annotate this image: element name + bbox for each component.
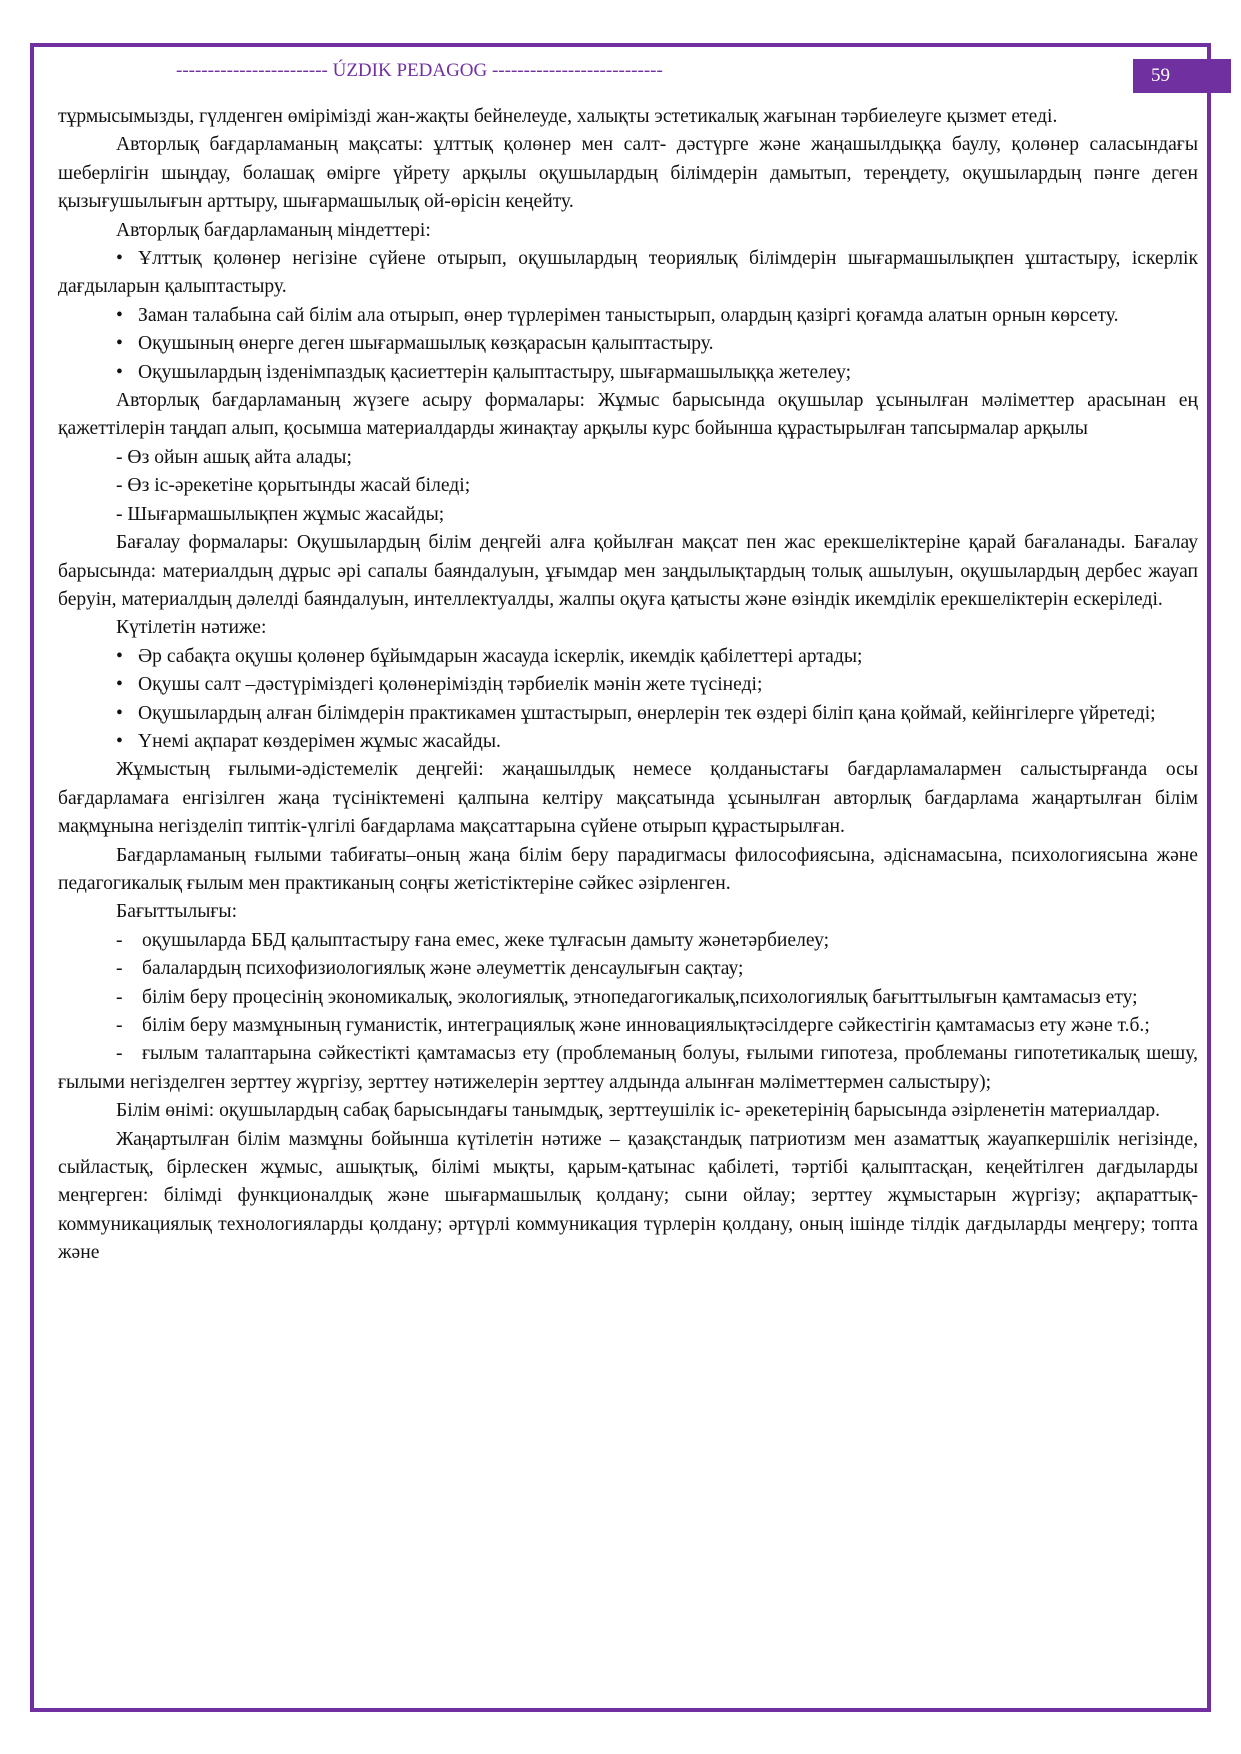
dash-icon: - xyxy=(116,986,123,1008)
paragraph-assessment-forms: Бағалау формалары: Оқушылардың білім деңгейі алға қойылған мақсат пен жас ерекшеліктеріне қарай бағаланады. Бағалау барысында: материалдың дұрыс әрі сапалы баяндалуын, ұғымдар мен заңдылықтардың толық ашылуын, оқушылардың дербес жауап беруін, материалдың дәлелді баяндалуын, интеллектуалды, жалпы оқуға қатысты және өзіндік икемділік ерекшеліктерін ескеріледі. xyxy=(58,532,1198,610)
dash-icon: - xyxy=(116,929,123,951)
dash-icon: - xyxy=(116,958,123,980)
direction-list-item: - ғылым талаптарына сәйкестікті қамтамасыз ету (проблеманың болуы, ғылыми гипотеза, проблеманы гипотетикалық шешу, ғылыми негізделген зерттеу жүргізу, зерттеу нәтижелерін зерттеу алдында алынған мәліметтермен салыстыру); xyxy=(58,1040,1198,1097)
paragraph-education-product: Білім өнімі: оқушылардың сабақ барысындағы танымдық, зерттеушілік іс- әрекетерінің барысында әзірленетін материалдар. xyxy=(116,1100,1161,1122)
bullet-icon: • xyxy=(116,730,123,752)
paragraph-updated-content-result: Жаңартылған білім мазмұны бойынша күтілетін нәтиже – қазақстандық патриотизм мен азаматтық жауапкершілік негізінде, сыйластық, бірлескен жұмыс, ашықтық, білімі мықты, қарым-қатынас қабілеті, тәртібі қалыптасқан, кеңейтілген дағдыларды меңгерген: білімді функционалдық және шығармашылық қолдану; сыни ойлау; зерттеу жұмыстарын жүргізу; ақпараттық-коммуникациялық технологияларды қолдану; әртүрлі коммуникация түрлерін қолдану, оның ішінде тілдік дағдыларды меңгеру; топта және xyxy=(58,1128,1198,1264)
direction-list-item: - оқушыларда ББД қалыптастыру ғана емес, жеке тұлғасын дамыту жәнетәрбиелеу; xyxy=(58,927,1198,955)
dash-icon: - xyxy=(116,1015,123,1036)
result-list-item: • Үнемі ақпарат көздерімен жұмыс жасайды. xyxy=(58,728,1198,756)
paragraph-program-tasks-heading: Авторлық бағдарламаның міндеттері: xyxy=(116,219,431,241)
direction-list-item: - білім беру процесінің экономикалық, экологиялық, этнопедагогикалық,психологиялық бағыттылығын қамтамасыз ету; xyxy=(58,984,1198,1012)
bullet-icon: • xyxy=(116,674,123,696)
paragraph-scientific-nature: Бағдарламаның ғылыми табиғаты–оның жаңа білім беру парадигмасы философиясына, әдіснамасына, психологиясына және педагогикалық ғылым мен практиканың соңғы жетістіктеріне сәйкес әзірленген. xyxy=(58,844,1198,894)
bullet-icon: • xyxy=(116,645,123,667)
form-list-item: - Шығармашылықпен жұмыс жасайды; xyxy=(116,503,445,525)
result-list-item: • Оқушы салт –дәстүріміздегі қолөнеріміздің тәрбиелік мәнін жете түсінеді; xyxy=(58,671,1198,699)
bullet-icon: • xyxy=(116,304,123,326)
paragraph-expected-result-heading: Күтілетін нәтиже: xyxy=(116,617,267,639)
task-list-item: • Оқушының өнерге деген шығармашылық көзқарасын қалыптастыру. xyxy=(58,330,1198,358)
journal-header: ------------------------ ÚZDIK PEDAGOG --------------------------- xyxy=(176,60,663,81)
page-number-badge: 59 xyxy=(1133,59,1231,93)
paragraph-implementation-forms: Авторлық бағдарламаның жүзеге асыру формалары: Жұмыс барысында оқушылар ұсынылған мәліметтер арасынан ең қажеттілерін таңдап алып, қосымша материалдарды жинақтау арқылы курс бойынша құрастырылған тапсырмалар арқылы xyxy=(58,390,1198,440)
direction-list-item: - білім беру мазмұнының гуманистік, интеграциялық және инновациялықтәсілдерге сәйкестігін қамтамасыз ету және т.б.; xyxy=(58,1012,1198,1040)
bullet-icon: • xyxy=(116,248,123,270)
form-list-item: - Өз ойын ашық айта алады; xyxy=(116,446,352,468)
result-list-item: • Оқушылардың алған білімдерін практикамен ұштастырып, өнерлерін тек өздері біліп қана қоймай, кейінгілерге үйретеді; xyxy=(58,700,1198,728)
form-list-item: - Өз іс-әрекетіне қорытынды жасай біледі; xyxy=(116,475,471,497)
paragraph-directions-heading: Бағыттылығы: xyxy=(116,901,238,923)
article-body xyxy=(58,103,1198,1268)
bullet-icon: • xyxy=(116,702,123,724)
task-list-item: • Оқушылардың ізденімпаздық қасиеттерін қалыптастыру, шығармашылыққа жетелеу; xyxy=(58,359,1198,387)
paragraph-continuation: тұрмысымызды, гүлденген өмірімізді жан-жақты бейнелеуде, халықты эстетикалық жағынан тәрбиелеуге қызмет етеді. xyxy=(58,106,1058,127)
direction-list-item: - балалардың психофизиологиялық және әлеуметтік денсаулығын сақтау; xyxy=(58,955,1198,983)
result-list-item: • Әр сабақта оқушы қолөнер бұйымдарын жасауда іскерлік, икемдік қабілеттері артады; xyxy=(58,643,1198,671)
bullet-icon: • xyxy=(116,333,123,355)
paragraph-program-goal: Авторлық бағдарламаның мақсаты: ұлттық қолөнер мен салт- дәстүрге және жаңашылдыққа баулу, қолөнер саласындағы шеберлігін шыңдау, болашақ өмірге үйрету арқылы оқушылардың білімдерін дамытып, тереңдету, оқушылардың пәнге деген қызығушылығын арттыру, шығармашылық ой-өрісін кеңейту. xyxy=(58,134,1198,213)
task-list-item: • Ұлттық қолөнер негізіне сүйене отырып, оқушылардың теориялық білімдерін шығармашылықпен ұштастыру, іскерлік дағдыларын қалыптастыру. xyxy=(58,245,1198,302)
dash-icon: - xyxy=(116,1043,123,1065)
paragraph-methodological-level: Жұмыстың ғылыми-әдістемелік деңгейі: жаңашылдық немесе қолданыстағы бағдарламалармен салыстырғанда осы бағдарламаға енгізілген жаңа түсініктемені қалпына келтіру мақсатында ұсынылған авторлық бағдарлама жаңартылған білім мақмұнына негізделіп типтік-үлгілі бағдарлама мақсаттарына сүйене отырып құрастырылған. xyxy=(58,759,1198,838)
task-list-item: • Заман талабына сай білім ала отырып, өнер түрлерімен таныстырып, олардың қазіргі қоғамда алатын орнын көрсету. xyxy=(58,302,1198,330)
bullet-icon: • xyxy=(116,361,123,383)
